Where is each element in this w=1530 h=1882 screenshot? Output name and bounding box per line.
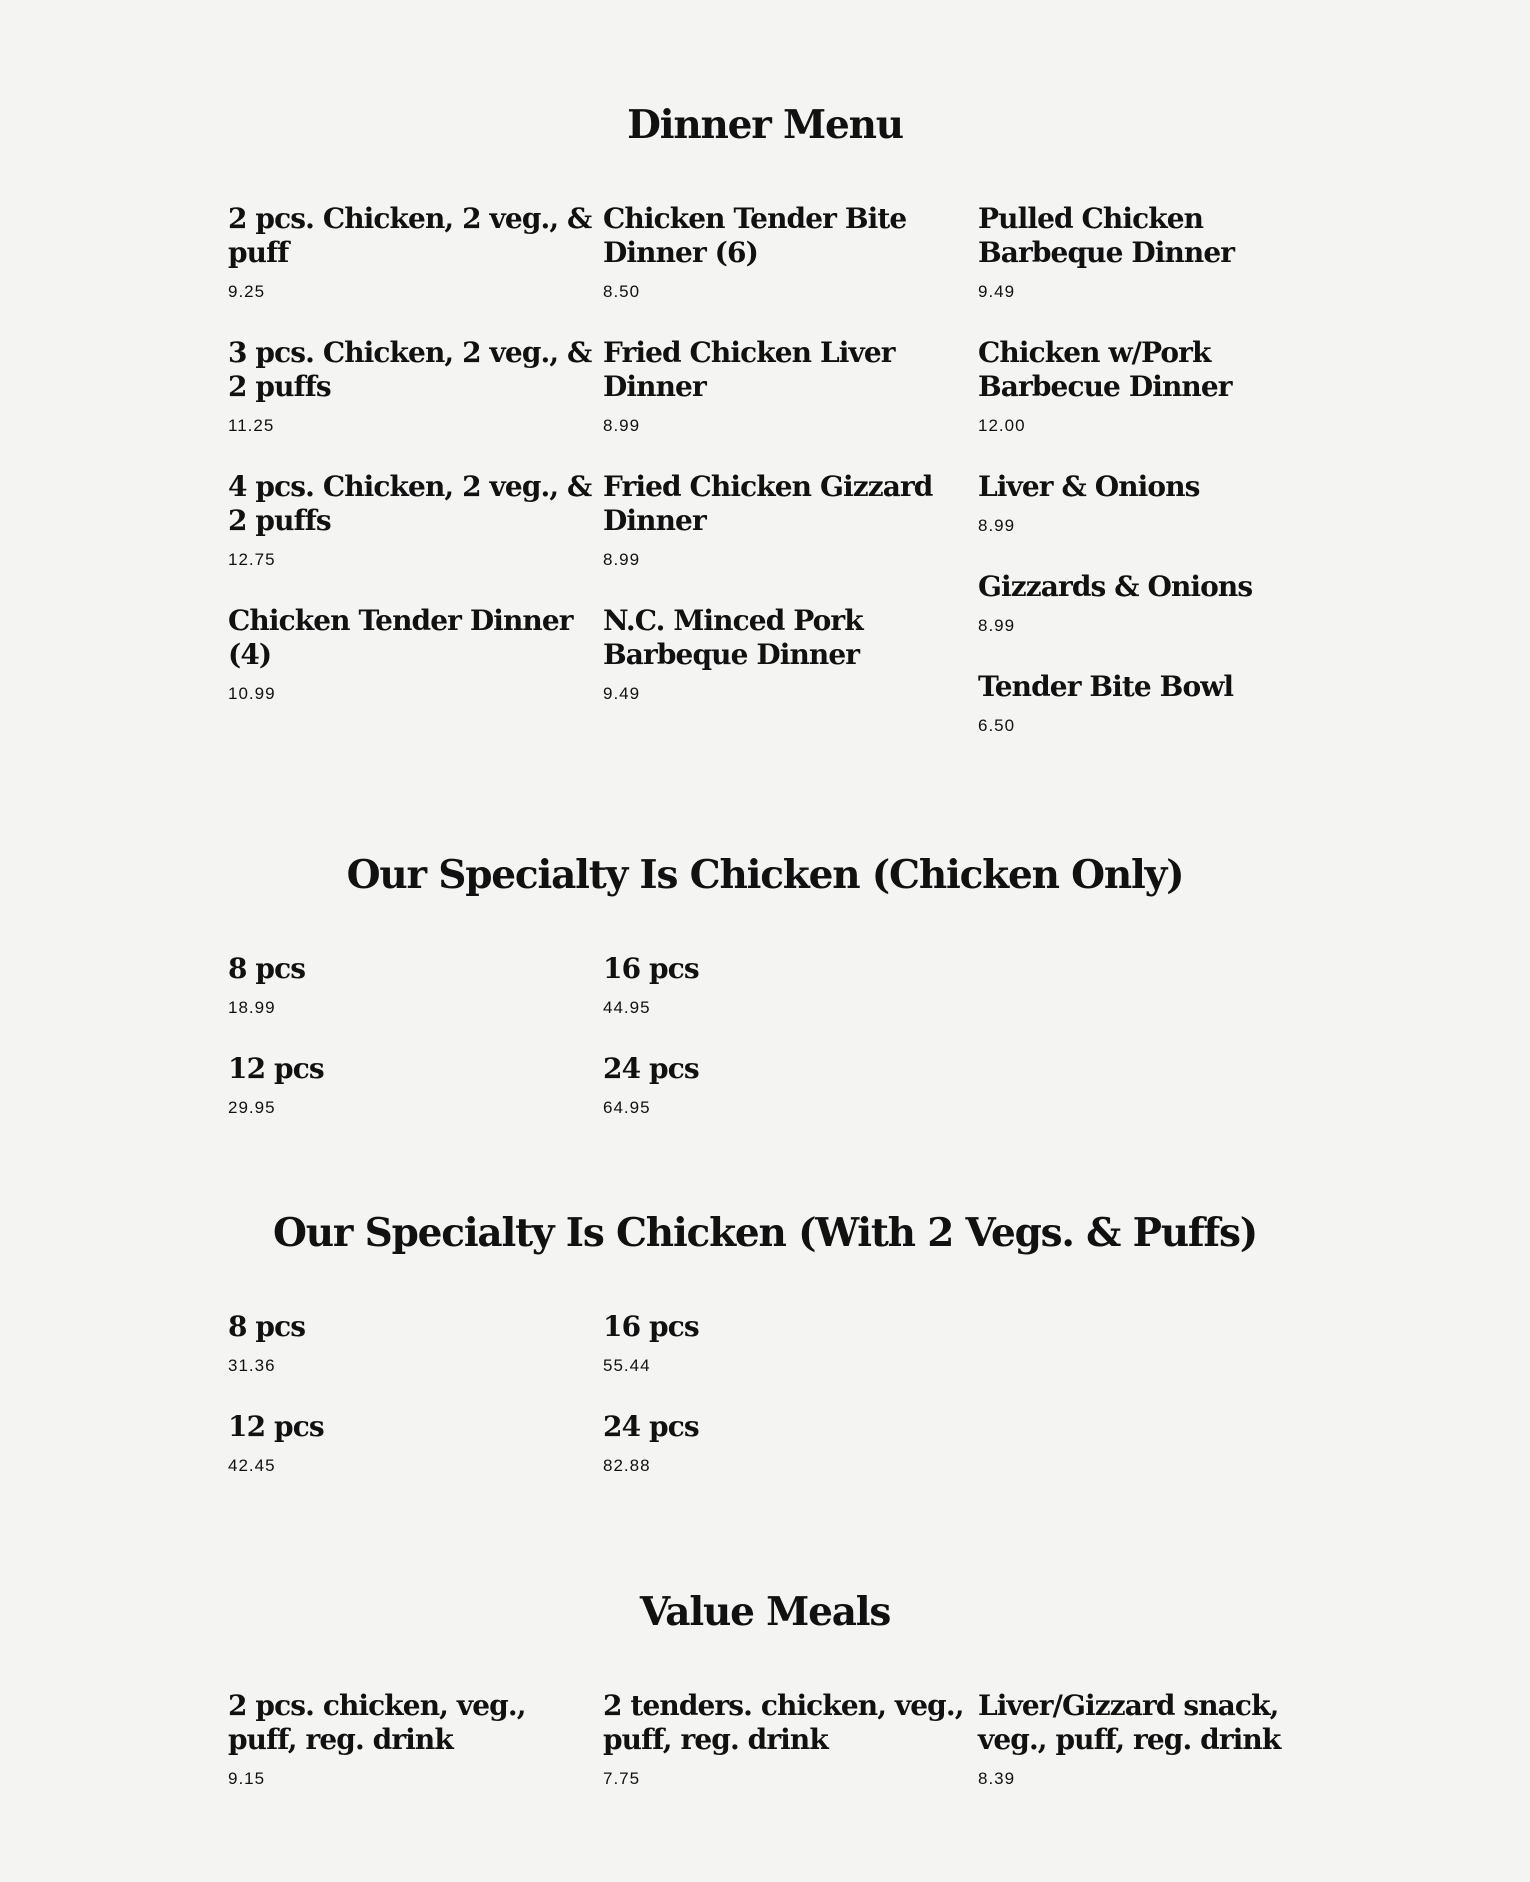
menu-item <box>228 202 592 302</box>
menu-item <box>603 1410 963 1476</box>
menu-item-name: Chicken Tender Dinner (4) <box>228 604 573 671</box>
section-title: Value Meals <box>639 1589 891 1635</box>
section-title: Our Specialty Is Chicken (Chicken Only) <box>346 852 1184 898</box>
menu-item-name: 8 pcs <box>228 952 306 985</box>
menu-item-name: Fried Chicken Liver Dinner <box>603 336 895 403</box>
menu-item-name: Gizzards & Onions <box>978 570 1253 603</box>
menu-item-name: 12 pcs <box>228 1410 324 1443</box>
menu-item-price: 8.99 <box>603 416 641 435</box>
menu-item-price: 9.49 <box>978 282 1016 301</box>
menu-item <box>978 1689 1338 1789</box>
menu-item-price: 31.36 <box>228 1356 276 1375</box>
menu-item <box>603 470 963 570</box>
menu-item-price: 8.39 <box>978 1769 1016 1788</box>
menu-item <box>603 604 963 704</box>
menu-item-name: Liver & Onions <box>978 470 1200 503</box>
menu-item-price: 18.99 <box>228 998 276 1017</box>
menu-item-name: 3 pcs. Chicken, 2 veg., & 2 puffs <box>228 336 592 403</box>
menu-item-name: 2 pcs. Chicken, 2 veg., & puff <box>228 202 592 269</box>
menu-item <box>603 1689 963 1789</box>
menu-item <box>603 1310 963 1376</box>
menu-item-price: 8.99 <box>978 516 1016 535</box>
menu-item-price: 29.95 <box>228 1098 276 1117</box>
menu-item <box>228 1052 588 1118</box>
menu-item-price: 82.88 <box>603 1456 651 1475</box>
menu-item-name: 16 pcs <box>603 1310 699 1343</box>
menu-item-price: 8.99 <box>603 550 641 569</box>
menu-item-name: 2 tenders. chicken, veg., puff, reg. drink <box>603 1689 964 1756</box>
menu-item <box>978 202 1338 302</box>
menu-item-price: 42.45 <box>228 1456 276 1475</box>
menu-item-name: Tender Bite Bowl <box>978 670 1234 703</box>
menu-item <box>978 336 1338 436</box>
menu-item-price: 6.50 <box>978 716 1016 735</box>
menu-item-price: 8.99 <box>978 616 1016 635</box>
section-title: Our Specialty Is Chicken (With 2 Vegs. & Puffs) <box>272 1210 1258 1256</box>
menu-item-price: 44.95 <box>603 998 651 1017</box>
menu-item <box>603 336 963 436</box>
menu-item-price: 55.44 <box>603 1356 651 1375</box>
menu-item <box>603 952 963 1018</box>
menu-item <box>228 1689 588 1789</box>
menu-item-name: Liver/Gizzard snack, veg., puff, reg. drink <box>978 1689 1281 1756</box>
menu-item-name: 2 pcs. chicken, veg., puff, reg. drink <box>228 1689 526 1756</box>
menu-item <box>603 1052 963 1118</box>
menu-item-price: 12.00 <box>978 416 1026 435</box>
menu-item <box>228 470 592 570</box>
menu-item-price: 8.50 <box>603 282 641 301</box>
menu-item-price: 64.95 <box>603 1098 651 1117</box>
menu-item <box>228 1410 588 1476</box>
menu-item-name: Chicken w/Pork Barbecue Dinner <box>978 336 1232 403</box>
menu-item <box>228 604 588 704</box>
menu-item-price: 12.75 <box>228 550 276 569</box>
menu-item <box>978 670 1338 736</box>
menu-item <box>228 952 588 1018</box>
menu-item <box>978 570 1338 636</box>
menu-item-name: 24 pcs <box>603 1052 699 1085</box>
section-title: Dinner Menu <box>627 102 903 148</box>
menu-item-price: 9.49 <box>603 684 641 703</box>
menu-item-price: 7.75 <box>603 1769 641 1788</box>
menu-item-name: Pulled Chicken Barbeque Dinner <box>978 202 1235 269</box>
menu-item-price: 11.25 <box>228 416 275 435</box>
menu-item-name: Chicken Tender Bite Dinner (6) <box>603 202 907 269</box>
menu-item-price: 9.25 <box>228 282 266 301</box>
menu-item <box>228 1310 588 1376</box>
menu-item-name: 12 pcs <box>228 1052 324 1085</box>
menu-item <box>603 202 963 302</box>
menu-item-price: 9.15 <box>228 1769 266 1788</box>
menu-item <box>978 470 1338 536</box>
menu-item-name: N.C. Minced Pork Barbeque Dinner <box>603 604 863 671</box>
menu-item-name: 4 pcs. Chicken, 2 veg., & 2 puffs <box>228 470 592 537</box>
menu-item-name: 16 pcs <box>603 952 699 985</box>
menu-item-name: 8 pcs <box>228 1310 306 1343</box>
menu-item-name: Fried Chicken Gizzard Dinner <box>603 470 933 537</box>
menu-item-name: 24 pcs <box>603 1410 699 1443</box>
menu-item-price: 10.99 <box>228 684 276 703</box>
menu-item <box>228 336 592 436</box>
